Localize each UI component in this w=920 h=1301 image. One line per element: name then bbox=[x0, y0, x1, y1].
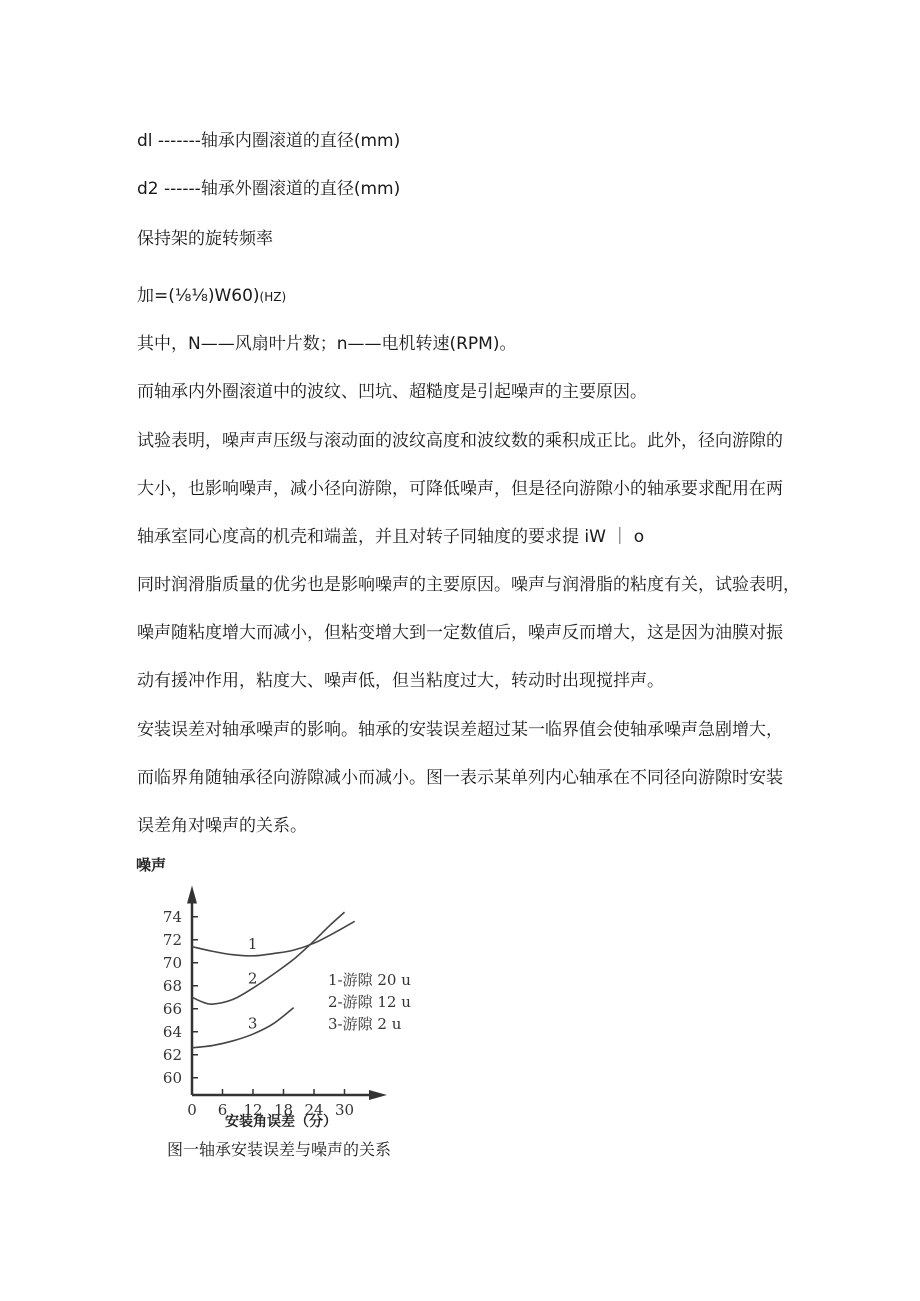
text-line: 其中，N——风扇叶片数；n——电机转速(RPM)。 bbox=[137, 334, 517, 354]
curve-1 bbox=[192, 921, 355, 956]
y-axis-arrow bbox=[187, 886, 197, 904]
curve-3 bbox=[192, 1008, 294, 1048]
y-tick-label: 64 bbox=[162, 1022, 182, 1041]
curve-label-2: 2 bbox=[247, 969, 258, 988]
figure-caption: 图一轴承安装误差与噪声的关系 bbox=[167, 1140, 392, 1159]
x-tick-label: 6 bbox=[217, 1101, 228, 1119]
text-line: 误差角对噪声的关系。 bbox=[137, 816, 307, 836]
curve-label-1: 1 bbox=[247, 934, 258, 953]
text-line: 试验表明，噪声声压级与滚动面的波纹高度和波纹数的乘积成正比。此外，径向游隙的 bbox=[137, 431, 783, 451]
x-tick-label: 24 bbox=[304, 1101, 324, 1119]
y-tick-label: 66 bbox=[162, 999, 182, 1018]
formula-line bbox=[137, 286, 286, 307]
text-line: 而轴承内外圈滚道中的波纹、凹坑、超糙度是引起噪声的主要原因。 bbox=[137, 382, 647, 402]
text-line: d2 ------轴承外圈滚道的直径(mm) bbox=[137, 179, 401, 199]
text-line: 而临界角随轴承径向游隙减小而减小。图一表示某单列内心轴承在不同径向游隙时安装 bbox=[137, 768, 783, 788]
text-line: 大小，也影响噪声，减小径向游隙，可降低噪声，但是径向游隙小的轴承要求配用在两 bbox=[137, 479, 783, 499]
y-tick-label: 62 bbox=[162, 1045, 182, 1064]
x-tick-label: 12 bbox=[243, 1101, 263, 1119]
curve-2 bbox=[192, 912, 345, 1004]
text-line: 动有援冲作用，粘度大、噪声低，但当粘度过大，转动时出现搅拌声。 bbox=[137, 671, 664, 691]
x-tick-label: 18 bbox=[273, 1101, 294, 1119]
legend-item: 3-游隙 2 u bbox=[328, 1015, 402, 1033]
y-tick-label: 68 bbox=[162, 976, 182, 995]
text-line: 同时润滑脂质量的优劣也是影响噪声的主要原因。噪声与润滑脂的粘度有关，试验表明， bbox=[137, 575, 800, 595]
y-axis-label: 噪声 bbox=[136, 856, 167, 874]
y-tick-label: 60 bbox=[162, 1068, 182, 1087]
formula-main: 加=(⅛⅛)W60) bbox=[137, 286, 260, 306]
text-line: 轴承室同心度高的机壳和端盖，并且对转子同轴度的要求提 iW ｜ o bbox=[137, 527, 645, 547]
x-tick-label: 30 bbox=[334, 1101, 355, 1119]
y-tick-label: 70 bbox=[162, 953, 182, 972]
text-line: dl -------轴承内圈滚道的直径(mm) bbox=[137, 131, 401, 151]
noise-chart bbox=[130, 848, 440, 1137]
y-tick-label: 74 bbox=[162, 907, 182, 926]
text-line: 安装误差对轴承噪声的影响。轴承的安装误差超过某一临界值会使轴承噪声急剧增大， bbox=[137, 720, 783, 740]
x-tick-label: 0 bbox=[187, 1101, 197, 1119]
y-tick-label: 72 bbox=[162, 930, 182, 949]
text-line: 噪声随粘度增大而减小，但粘变增大到一定数值后，噪声反而增大，这是因为油膜对振 bbox=[137, 623, 783, 643]
x-axis-label: 安装角误差（分） bbox=[225, 1114, 337, 1130]
x-axis-arrow bbox=[369, 1090, 387, 1100]
noise-chart-svg bbox=[130, 848, 440, 1133]
legend-item: 2-游隙 12 u bbox=[328, 993, 411, 1011]
formula-unit: (HZ) bbox=[259, 290, 287, 304]
text-line: 保持架的旋转频率 bbox=[137, 229, 273, 249]
legend-item: 1-游隙 20 u bbox=[328, 971, 411, 989]
curve-label-3: 3 bbox=[247, 1014, 258, 1033]
